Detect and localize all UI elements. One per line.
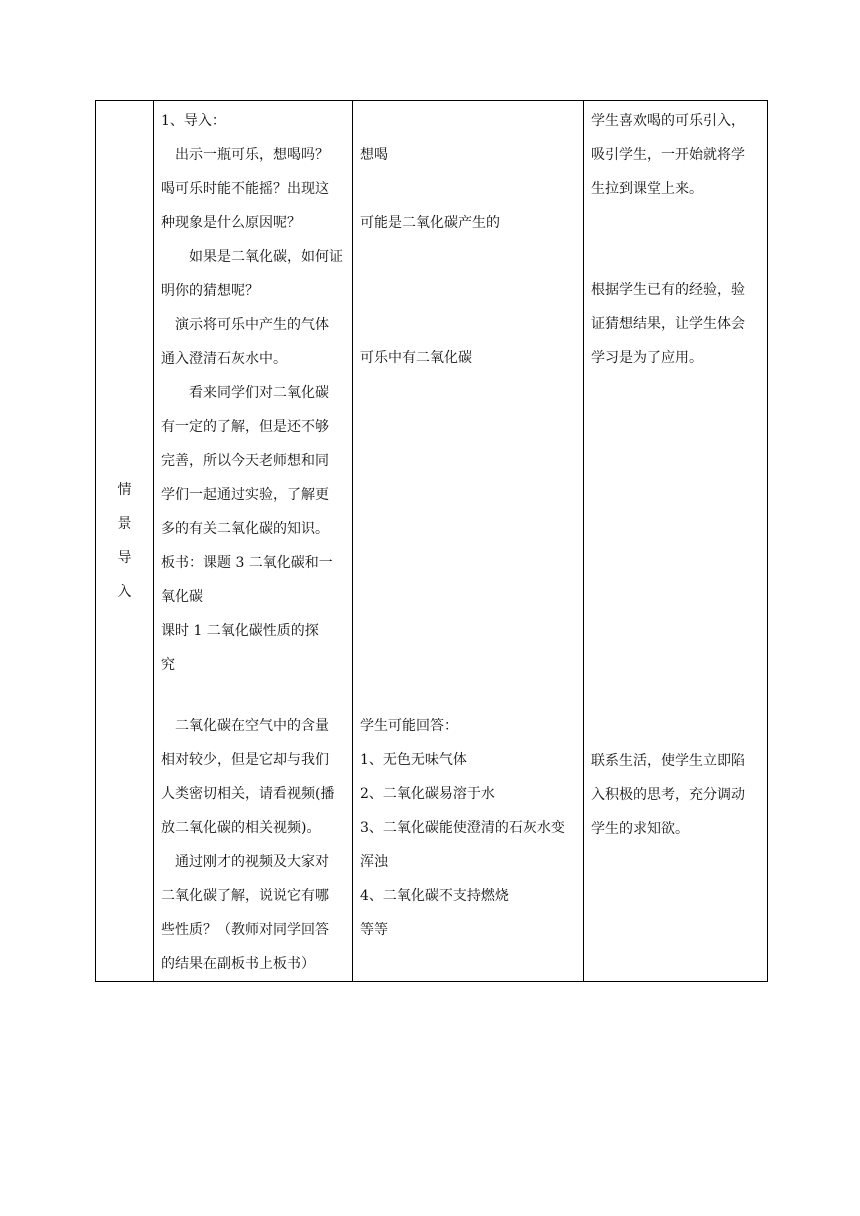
lesson-plan-table [95, 100, 768, 982]
text-line: 看来同学们对二氧化碳 [189, 385, 329, 401]
text-line: 吸引学生，一开始就将学 [591, 147, 745, 163]
stage-char: 入 [117, 584, 132, 600]
text-line: 入积极的思考，充分调动 [591, 787, 745, 803]
text-line: 根据学生已有的经验，验 [591, 282, 745, 298]
text-line: 如果是二氧化碳，如何证 [189, 249, 343, 265]
student-answers [360, 709, 579, 947]
text-line: 通入澄清石灰水中。 [161, 351, 287, 367]
text-line: 1、无色无味气体 [360, 752, 467, 768]
text-line: 证猜想结果，让学生体会 [591, 316, 745, 332]
text-line: 可能是二氧化碳产生的 [360, 215, 500, 231]
stage-char: 导 [117, 550, 132, 566]
stage-char: 情 [117, 482, 132, 498]
text-line: 喝可乐时能不能摇？出现这 [161, 181, 329, 197]
text-line: 完善，所以今天老师想和同 [161, 453, 329, 469]
text-line: 放二氧化碳的相关视频)。 [161, 820, 321, 836]
student-response-1 [360, 138, 579, 172]
student-activity-cell [353, 101, 584, 982]
student-response-2 [360, 206, 579, 240]
table-row [96, 101, 768, 982]
intent-block-3 [591, 744, 763, 846]
text-line: 联系生活，使学生立即陷 [591, 753, 745, 769]
teacher-activity-cell [154, 101, 353, 982]
intent-block-2 [591, 273, 763, 375]
text-line: 1、导入： [161, 113, 226, 129]
text-line: 二氧化碳了解，说说它有哪 [161, 888, 329, 904]
teacher-block-properties [161, 709, 348, 981]
text-line: 有一定的了解，但是还不够 [161, 419, 329, 435]
text-line: 究 [161, 657, 175, 673]
text-line: 种现象是什么原因呢？ [161, 215, 301, 231]
stage-char: 景 [117, 516, 132, 532]
text-line: 浑浊 [360, 854, 388, 870]
text-line: 学生可能回答： [360, 718, 458, 734]
text-line: 明你的猜想呢？ [161, 283, 259, 299]
text-line: 相对较少，但是它却与我们 [161, 752, 329, 768]
teacher-block-intro [161, 104, 348, 682]
text-line: 的结果在副板书上板书） [161, 956, 315, 972]
text-line: 二氧化碳在空气中的含量 [175, 718, 329, 734]
text-line: 想喝 [360, 147, 388, 163]
stage-cell [96, 101, 154, 982]
text-line: 2、二氧化碳易溶于水 [360, 786, 495, 802]
text-line: 板书：课题 3 二氧化碳和一 [161, 555, 333, 571]
text-line: 氧化碳 [161, 589, 203, 605]
intent-block-1 [591, 104, 763, 206]
text-line: 可乐中有二氧化碳 [360, 350, 472, 366]
design-intent-cell [584, 101, 768, 982]
text-line: 学生喜欢喝的可乐引入， [591, 113, 745, 129]
text-line: 4、二氧化碳不支持燃烧 [360, 888, 509, 904]
text-line: 学们一起通过实验，了解更 [161, 487, 329, 503]
text-line: 课时 1 二氧化碳性质的探 [161, 623, 319, 639]
text-line: 演示将可乐中产生的气体 [175, 317, 329, 333]
text-line: 出示一瓶可乐，想喝吗？ [175, 147, 329, 163]
text-line: 学生的求知欲。 [591, 821, 689, 837]
text-line: 生拉到课堂上来。 [591, 181, 703, 197]
text-line: 些性质？（教师对同学回答 [161, 922, 329, 938]
text-line: 多的有关二氧化碳的知识。 [161, 521, 329, 537]
student-response-3 [360, 341, 579, 375]
text-line: 3、二氧化碳能使澄清的石灰水变 [360, 820, 565, 836]
text-line: 通过刚才的视频及大家对 [175, 854, 329, 870]
text-line: 人类密切相关，请看视频(播 [161, 786, 335, 802]
text-line: 学习是为了应用。 [591, 350, 703, 366]
text-line: 等等 [360, 922, 388, 938]
